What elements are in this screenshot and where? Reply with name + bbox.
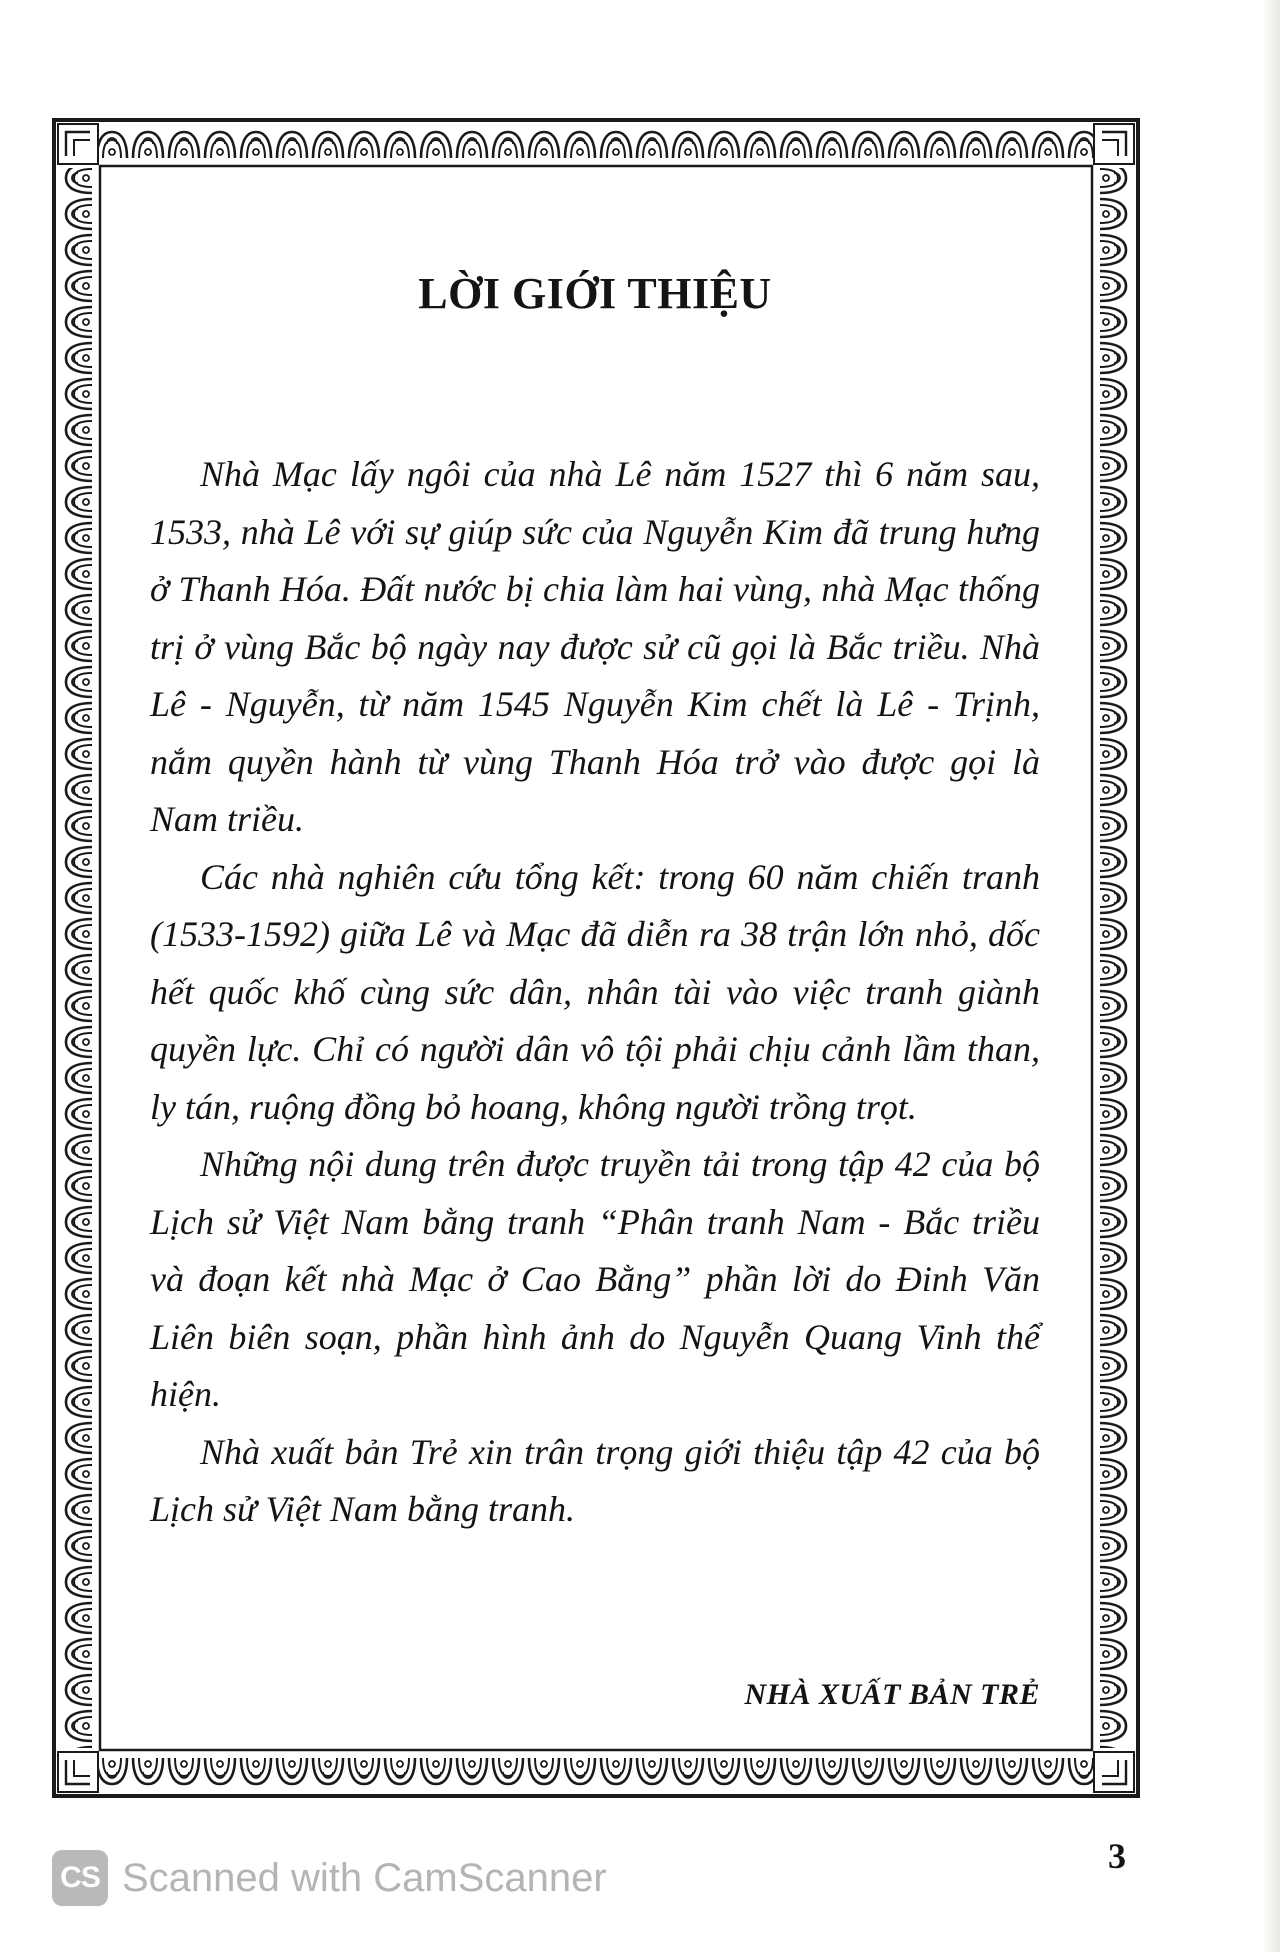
paragraph-3: Những nội dung trên được truyền tải trong tập 42 của bộ Lịch sử Việt Nam bằng tranh “Phân tranh Nam - Bắc triều và đoạn kết nhà Mạc ở Cao Bằng” phần lời do Đinh Văn Liên biên soạn, phần hình ảnh do Nguyễn Quang Vinh thể hiện. (150, 1144, 1040, 1414)
introduction-body (150, 446, 1040, 1539)
watermark-text: Scanned with CamScanner (122, 1855, 607, 1900)
paragraph-1: Nhà Mạc lấy ngôi của nhà Lê năm 1527 thì 6 năm sau, 1533, nhà Lê với sự giúp sức của Nguyễn Kim đã trung hưng ở Thanh Hóa. Đất nước bị chia làm hai vùng, nhà Mạc thống trị ở vùng Bắc bộ ngày nay được sử cũ gọi là Bắc triều. Nhà Lê - Nguyễn, từ năm 1545 Nguyễn Kim chết là Lê - Trịnh, nắm quyền hành từ vùng Thanh Hóa trở vào được gọi là Nam triều. (150, 454, 1040, 839)
publisher-signature: NHÀ XUẤT BẢN TRẺ (744, 1678, 1040, 1711)
page-edge (1262, 0, 1280, 1952)
page-title: LỜI GIỚI THIỆU (418, 269, 772, 318)
paragraph-4: Nhà xuất bản Trẻ xin trân trọng giới thiệu tập 42 của bộ Lịch sử Việt Nam bằng tranh. (150, 1431, 1040, 1529)
camscanner-watermark (52, 1848, 607, 1908)
paragraph-2: Các nhà nghiên cứu tổng kết: trong 60 năm chiến tranh (1533-1592) giữa Lê và Mạc đã diễn ra 38 trận lớn nhỏ, dốc hết quốc khố cùng sức dân, nhân tài vào việc tranh giành quyền lực. Chỉ có người dân vô tội phải chịu cảnh lầm than, ly tán, ruộng đồng bỏ hoang, không người trồng trọt. (150, 856, 1040, 1127)
camscanner-logo-icon: CS (52, 1850, 108, 1906)
page-number: 3 (1108, 1836, 1126, 1876)
